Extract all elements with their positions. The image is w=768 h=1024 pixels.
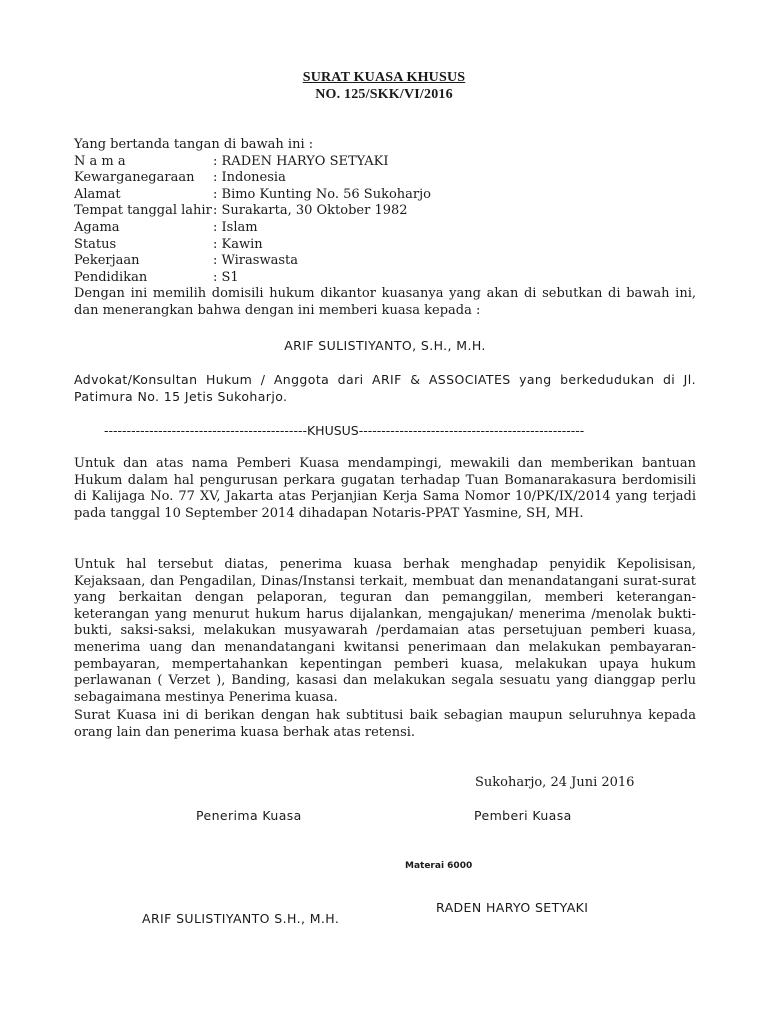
identity-label: Alamat — [74, 186, 121, 202]
attorney-name: ARIF SULISTIYANTO, S.H., M.H. — [284, 338, 486, 353]
document-title: SURAT KUASA KHUSUS — [302, 70, 466, 85]
identity-row — [74, 154, 431, 171]
identity-row — [74, 237, 431, 254]
receiver-name: ARIF SULISTIYANTO S.H., M.H. — [142, 911, 340, 926]
identity-value: : Kawin — [213, 236, 263, 252]
identity-value: : S1 — [213, 269, 239, 285]
identity-value: : RADEN HARYO SETYAKI — [213, 153, 389, 169]
domicile-paragraph: Dengan ini memilih domisili hukum dikantor kuasanya yang akan di sebutkan di bawah ini, dan menerangkan bahwa dengan ini memberi kuasa kepada : — [74, 286, 696, 318]
receiver-label: Penerima Kuasa — [196, 808, 302, 823]
identity-table — [74, 154, 431, 287]
identity-row — [74, 170, 431, 187]
substitution-paragraph: Surat Kuasa ini di berikan dengan hak subtitusi baik sebagian maupun seluruhnya kepada orang lain dan penerima kuasa berhak atas retensi. — [74, 708, 696, 740]
attorney-description: Advokat/Konsultan Hukum / Anggota dari ARIF & ASSOCIATES yang berkedudukan di Jl. Patimura No. 15 Jetis Sukoharjo. — [74, 372, 696, 404]
identity-label: N a m a — [74, 153, 126, 169]
identity-value: : Bimo Kunting No. 56 Sukoharjo — [213, 186, 431, 202]
intro-line: Yang bertanda tangan di bawah ini : — [74, 137, 314, 152]
grantor-identity-section — [74, 137, 696, 320]
identity-label: Pekerjaan — [74, 253, 140, 269]
giver-label: Pemberi Kuasa — [474, 808, 572, 823]
khusus-divider: ---------------------------------------------KHUSUS-------------------------------------------------- — [104, 423, 585, 438]
identity-label: Status — [74, 236, 117, 252]
identity-label: Agama — [74, 219, 120, 235]
identity-row — [74, 220, 431, 237]
identity-value: : Islam — [213, 219, 258, 235]
document-number: NO. 125/SKK/VI/2016 — [315, 87, 453, 102]
identity-label: Kewarganegaraan — [74, 170, 195, 186]
identity-row — [74, 253, 431, 270]
identity-label: Pendidikan — [74, 269, 148, 285]
powers-paragraph: Untuk hal tersebut diatas, penerima kuasa berhak menghadap penyidik Kepolisisan, Kejaksaan, dan Pengadilan, Dinas/Instansi terkait, membuat dan menandatangani surat-surat yang berkaitan dengan pelaporan, teguran dan pemanggilan, memberi keterangan-keterangan yang menurut hukum harus dijalankan, mengajukan/ menerima /menolak bukti-bukti, saksi-saksi, melakukan musyawarah /perdamaian atas persetujuan pemberi kuasa, menerima uang dan menandatangani kwitansi penerimaan dan melakukan pembayaran-pembayaran, mempertahankan kepentingan pemberi kuasa, melakukan upaya hukum perlawanan ( Verzet ), Banding, kasasi dan melakukan segala sesuatu yang dianggap perlu sebagaimana mestinya Penerima kuasa. — [74, 557, 696, 705]
identity-label: Tempat tanggal lahir — [74, 203, 212, 219]
identity-value: : Surakarta, 30 Oktober 1982 — [213, 203, 408, 219]
authority-paragraph: Untuk dan atas nama Pemberi Kuasa mendampingi, mewakili dan memberikan bantuan Hukum dalam hal pengurusan perkara gugatan terhadap Tuan Bomanarakasura berdomisili di Kalijaga No. 77 XV, Jakarta atas Perjanjian Kerja Sama Nomor 10/PK/IX/2014 yang terjadi pada tanggal 10 September 2014 dihadapan Notaris-PPAT Yasmine, SH, MH. — [74, 456, 696, 521]
giver-name: RADEN HARYO SETYAKI — [436, 900, 589, 915]
identity-value: : Wiraswasta — [213, 253, 298, 269]
identity-row — [74, 270, 431, 287]
stamp-note: Materai 6000 — [405, 861, 473, 871]
identity-value: : Indonesia — [213, 170, 286, 186]
identity-row — [74, 187, 431, 204]
place-date: Sukoharjo, 24 Juni 2016 — [475, 775, 635, 790]
identity-row — [74, 203, 431, 220]
